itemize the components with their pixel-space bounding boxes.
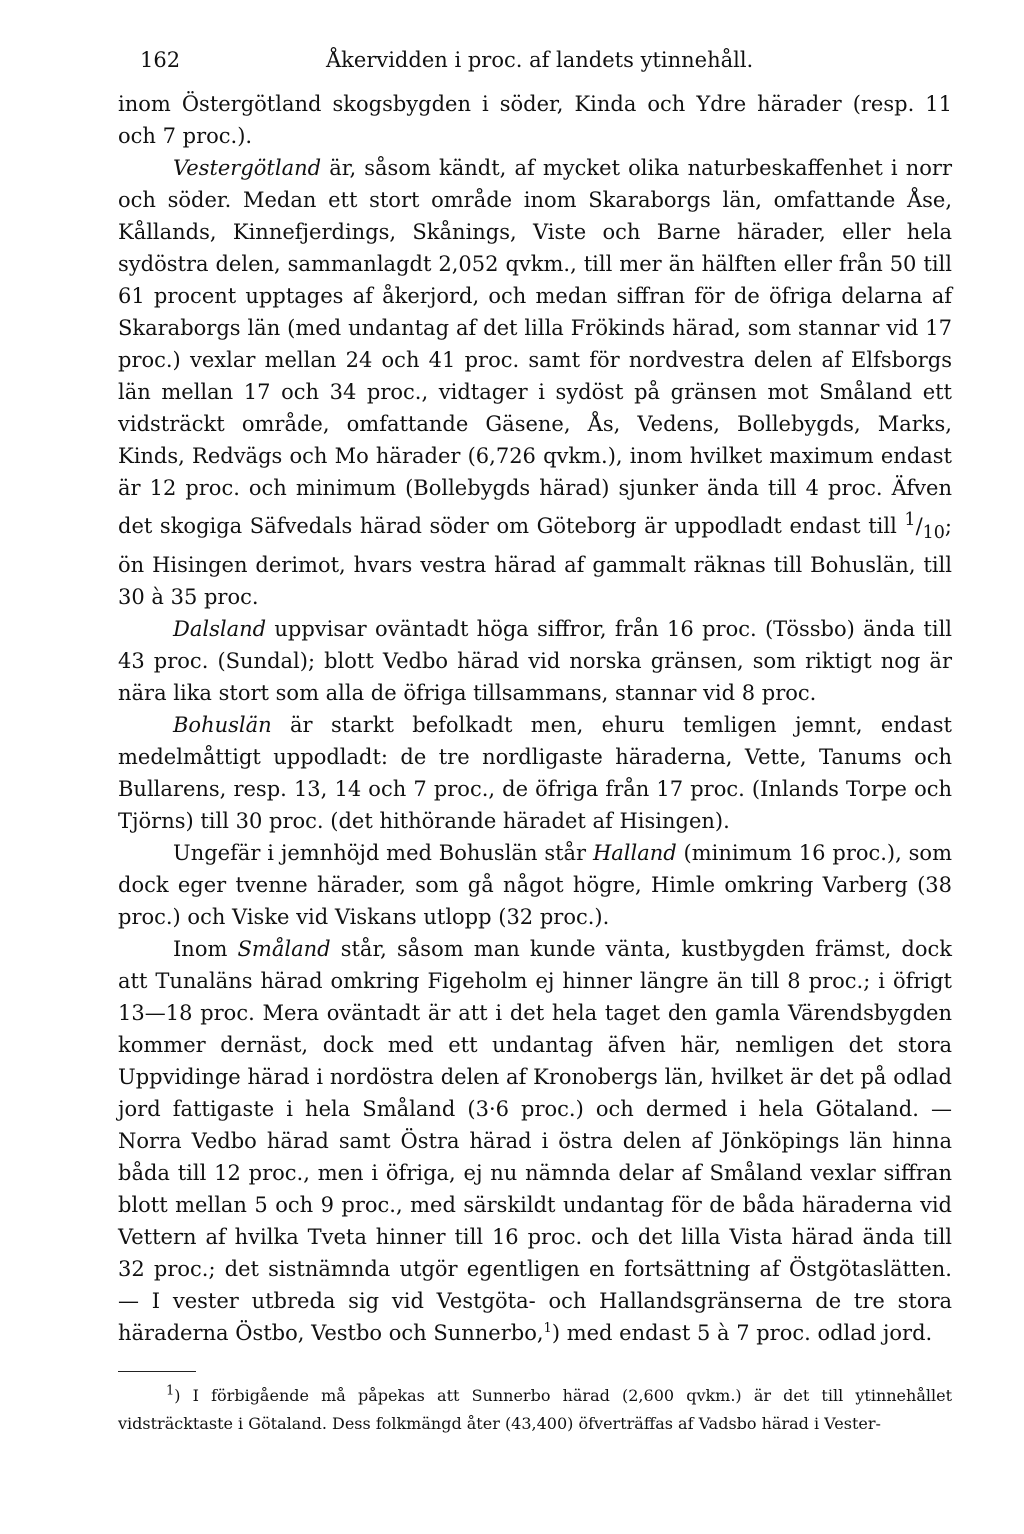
- italic-term: Dalsland: [173, 617, 267, 642]
- footnote-1: [118, 1382, 952, 1438]
- running-title: Åkervidden i proc. af landets ytinnehåll.: [326, 48, 754, 72]
- text-run: ; ön Hisingen derimot, hvars vestra härad af gammalt räknas till Bohuslän, till 30 à 35 proc.: [118, 514, 952, 610]
- text-run: ) I förbigående må påpekas att Sunnerbo härad (2,600 qvkm.) är det till ytinnehållet vidsträcktaste i Götaland. Dess folkmängd åter (43,400) öfverträffas af Vadsbo härad i Vester-: [118, 1386, 952, 1434]
- footnote-marker: 1: [166, 1383, 175, 1399]
- paragraph-vestergotland: [118, 152, 952, 613]
- text-run: är, såsom kändt, af mycket olika naturbeskaffenhet i norr och söder. Medan ett stort område inom Skaraborgs län, omfattande Åse, Kållands, Kinnefjerdings, Skånings, Viste och Barne härader, eller hela sydöstra delen, sammanlagdt 2,052 qvkm., till mer än hälften eller från 50 till 61 procent upptages af åkerjord, och medan siffran för de öfriga delarna af Skaraborgs län (med undantag af det lilla Frökinds härad, som stannar vid 17 proc.) vexlar mellan 24 och 41 proc. samt för nordvestra delen af Elfsborgs län mellan 17 och 34 proc., vidtager i sydöst på gränsen mot Småland ett vidsträckt område, omfattande Gäsene, Ås, Vedens, Bollebygds, Marks, Kinds, Redvägs och Mo härader (6,726 qvkm.), inom hvilket maximum endast är 12 proc. och minimum (Bollebygds härad) sjunker ända till 4 proc. Äfven det skogiga Säfvedals härad söder om Göteborg är uppodladt endast till: [118, 156, 952, 538]
- fraction-numerator: 1: [904, 510, 916, 530]
- paragraph-halland: [118, 837, 952, 933]
- paragraph-bohuslan: [118, 709, 952, 837]
- text-run: Inom: [173, 937, 238, 962]
- text-run: (minimum 16 proc.), som dock eger tvenne härader, som gå något högre, Himle omkring Varberg (38 proc.) och Viske vid Viskans utlopp (32 proc.).: [118, 841, 952, 930]
- text-run: står, såsom man kunde vänta, kustbygden främst, dock att Tunaläns härad omkring Figeholm ej hinner längre än till 8 proc.; i öfrigt 13—18 proc. Mera oväntadt är att i det hela taget den gamla Värendsbygden kommer dernäst, dock med ett undantag äfven här, nemligen det stora Uppvidinge härad i nordöstra delen af Kronobergs län, hvilket är det på odlad jord fattigaste i hela Småland (3·6 proc.) och dermed i hela Götaland. — Norra Vedbo härad samt Östra härad i östra delen af Jönköpings län hinna båda till 12 proc., men i öfriga, ej nu nämnda delar af Småland vexlar siffran blott mellan 5 och 9 proc., med särskildt undantag för de båda häraderna vid Vettern af hvilka Tveta hinner till 16 proc. och det lilla Vista härad ända till 32 proc.; det sistnämnda utgör egentligen en fortsättning af Östgötaslätten. — I vester utbreda sig vid Vestgöta- och Hallandsgränserna de tre stora häraderna Östbo, Vestbo och Sunnerbo,: [118, 937, 952, 1346]
- text-run: inom Östergötland skogsbygden i söder, Kinda och Ydre härader (resp. 11 och 7 proc.).: [118, 92, 952, 148]
- italic-term: Halland: [592, 841, 677, 866]
- text-run: uppvisar oväntadt höga siffror, från 16 proc. (Tössbo) ända till 43 proc. (Sundal); blott Vedbo härad vid norska gränsen, som riktigt nog är nära lika stort som alla de öfriga tillsammans, stannar vid 8 proc.: [118, 617, 952, 706]
- text-run: Ungefär i jemnhöjd med Bohuslän står: [173, 841, 593, 866]
- page-number: 162: [140, 48, 181, 72]
- italic-term: Bohuslän: [173, 713, 272, 738]
- text-run: är starkt befolkadt men, ehuru temligen jemnt, endast medelmåttigt uppodladt: de tre nordligaste häraderna, Vette, Tanums och Bullarens, resp. 13, 14 och 7 proc., de öfriga från 17 proc. (Inlands Torpe och Tjörns) till 30 proc. (det hithörande häradet af Hisingen).: [118, 713, 952, 834]
- paragraph-smaland: [118, 933, 952, 1349]
- running-header: [118, 40, 952, 80]
- footnote-marker: 1: [543, 1321, 552, 1337]
- text-run: /: [915, 514, 923, 538]
- paragraph-continuation: [118, 88, 952, 152]
- footnote-divider: [118, 1371, 196, 1372]
- paragraph-dalsland: [118, 613, 952, 709]
- body-text: [118, 88, 952, 1349]
- book-page: [118, 40, 952, 1438]
- fraction-denominator: 10: [922, 523, 945, 544]
- italic-term: Vestergötland: [173, 156, 322, 180]
- italic-term: Småland: [237, 937, 331, 962]
- footnotes: [118, 1382, 952, 1438]
- text-run: ) med endast 5 à 7 proc. odlad jord.: [551, 1321, 933, 1346]
